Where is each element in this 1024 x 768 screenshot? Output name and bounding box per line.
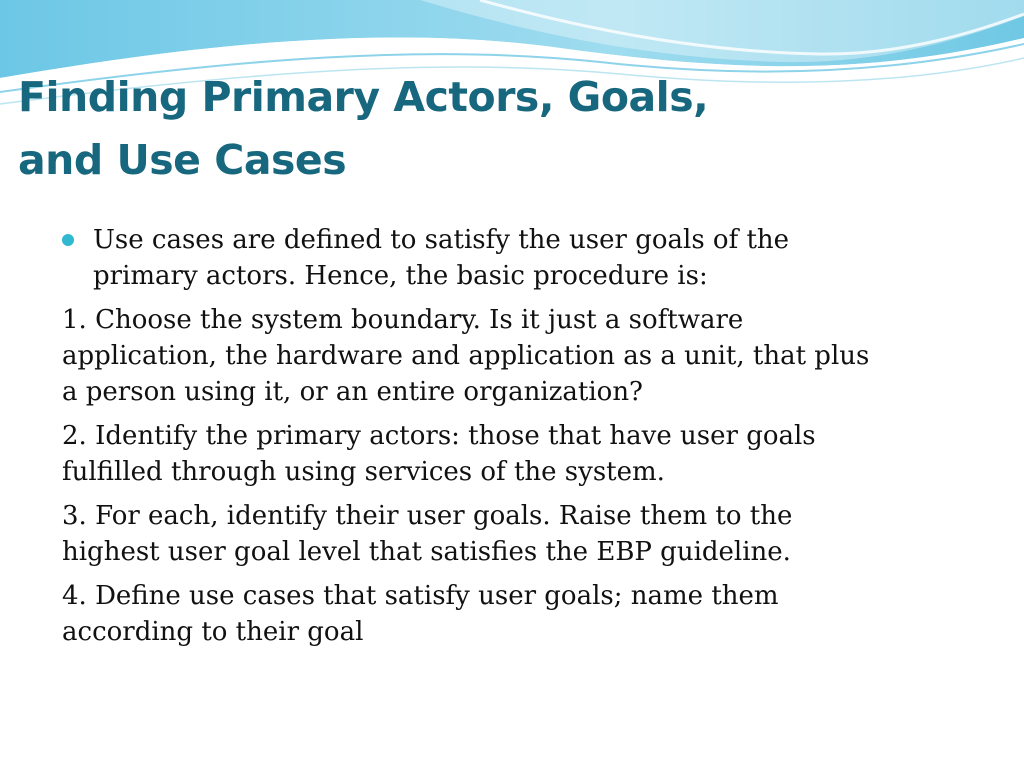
slide-body xyxy=(62,222,982,658)
step-4 xyxy=(62,578,982,650)
bullet-line-2: primary actors. Hence, the basic procedure is: xyxy=(93,261,708,291)
step-2 xyxy=(62,418,982,490)
step-3-line-2: highest user goal level that satisfies the EBP guideline. xyxy=(62,537,791,567)
slide-title-line-1: Finding Primary Actors, Goals, xyxy=(18,73,709,121)
step-2-line-1: 2. Identify the primary actors: those that have user goals xyxy=(62,421,816,451)
step-1 xyxy=(62,302,982,410)
step-4-line-2: according to their goal xyxy=(62,617,364,647)
step-1-line-3: a person using it, or an entire organization? xyxy=(62,377,644,407)
slide-title xyxy=(18,66,918,192)
bullet-dot-icon xyxy=(62,234,74,246)
bullet-item xyxy=(62,222,982,294)
step-3 xyxy=(62,498,982,570)
step-3-line-1: 3. For each, identify their user goals. Raise them to the xyxy=(62,501,793,531)
step-4-line-1: 4. Define use cases that satisfy user goals; name them xyxy=(62,581,779,611)
step-2-line-2: fulfilled through using services of the system. xyxy=(62,457,665,487)
slide-title-line-2: and Use Cases xyxy=(18,136,347,184)
bullet-line-1: Use cases are defined to satisfy the user goals of the xyxy=(93,225,790,255)
step-1-line-2: application, the hardware and application as a unit, that plus xyxy=(62,341,870,371)
step-1-line-1: 1. Choose the system boundary. Is it just a software xyxy=(62,305,744,335)
